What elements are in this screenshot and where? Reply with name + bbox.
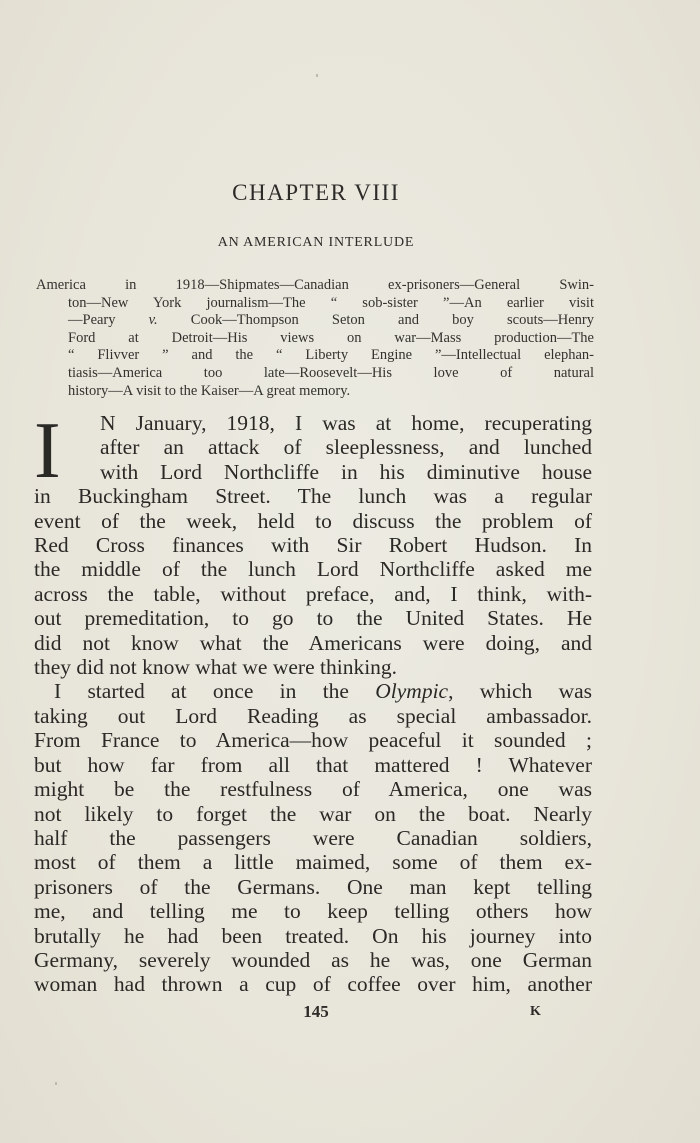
text-line: From France to America—how peaceful it sounded ; — [34, 728, 592, 753]
synopsis-line: America in 1918—Shipmates—Canadian ex-prisoners—General Swin- — [36, 277, 594, 293]
paper-speck — [55, 1082, 57, 1085]
text-line: with Lord Northcliffe in his diminutive house — [100, 459, 592, 484]
text-line: taking out Lord Reading as special ambassador. — [34, 703, 592, 728]
text-line: but how far from all that mattered ! Whatever — [34, 752, 592, 777]
synopsis-line: history—A visit to the Kaiser—A great memory. — [68, 382, 351, 399]
page-number: 145 — [303, 1002, 329, 1021]
text-line: after an attack of sleeplessness, and lunched — [100, 435, 592, 460]
synopsis-line: ton—New York journalism—The “ sob-sister ”—An earlier visit — [68, 294, 594, 311]
chapter-title: CHAPTER VIII — [232, 180, 400, 205]
synopsis-line: Ford at Detroit—His views on war—Mass production—The — [68, 329, 594, 346]
synopsis-line: tiasis—America too late—Roosevelt—His love of natural — [68, 364, 594, 381]
text-line: prisoners of the Germans. One man kept telling — [34, 874, 592, 899]
drop-cap: I — [34, 407, 61, 495]
text-line — [34, 679, 592, 703]
chapter-synopsis — [36, 277, 594, 400]
text-line: N January, 1918, I was at home, recuperating — [100, 411, 592, 435]
text-line: me, and telling me to keep telling others how — [34, 899, 592, 924]
text-line-part: I started at once in the — [54, 679, 376, 704]
body-text — [34, 407, 593, 997]
text-line: out premeditation, to go to the United States. He — [34, 606, 592, 631]
text-line: brutally he had been treated. On his journey into — [34, 923, 592, 948]
text-line: woman had thrown a cup of coffee over him, another — [34, 972, 592, 997]
text-line: Germany, severely wounded as he was, one German — [34, 947, 592, 972]
text-line: in Buckingham Street. The lunch was a regular — [34, 484, 592, 509]
text-line: event of the week, held to discuss the problem of — [34, 508, 592, 533]
text-line: not likely to forget the war on the boat. Nearly — [34, 801, 592, 826]
text-line: across the table, without preface, and, I think, with- — [34, 581, 592, 606]
chapter-subtitle: AN AMERICAN INTERLUDE — [217, 235, 415, 250]
text-line: half the passengers were Canadian soldiers, — [34, 825, 592, 850]
text-line: they did not know what we were thinking. — [34, 655, 398, 680]
text-line: the middle of the lunch Lord Northcliffe asked me — [34, 557, 592, 582]
text-line: Red Cross finances with Sir Robert Hudson. In — [34, 533, 592, 558]
synopsis-line: “ Flivver ” and the “ Liberty Engine ”—Intellectual elephan- — [68, 347, 594, 364]
synopsis-line-part: —Peary v. Cook—Thompson Seton and boy scouts—Henry — [68, 312, 594, 329]
text-line: did not know what the Americans were doing, and — [34, 630, 592, 655]
text-line: most of them a little maimed, some of them ex- — [34, 850, 592, 875]
signature-mark: K — [530, 1004, 541, 1019]
ship-name: Olympic — [375, 679, 449, 704]
versus-abbrev: v. — [148, 312, 158, 329]
synopsis-line — [36, 312, 594, 330]
text-line-part: , which was — [448, 679, 593, 704]
text-line: might be the restfulness of America, one was — [34, 777, 592, 802]
paper-speck — [316, 74, 318, 77]
